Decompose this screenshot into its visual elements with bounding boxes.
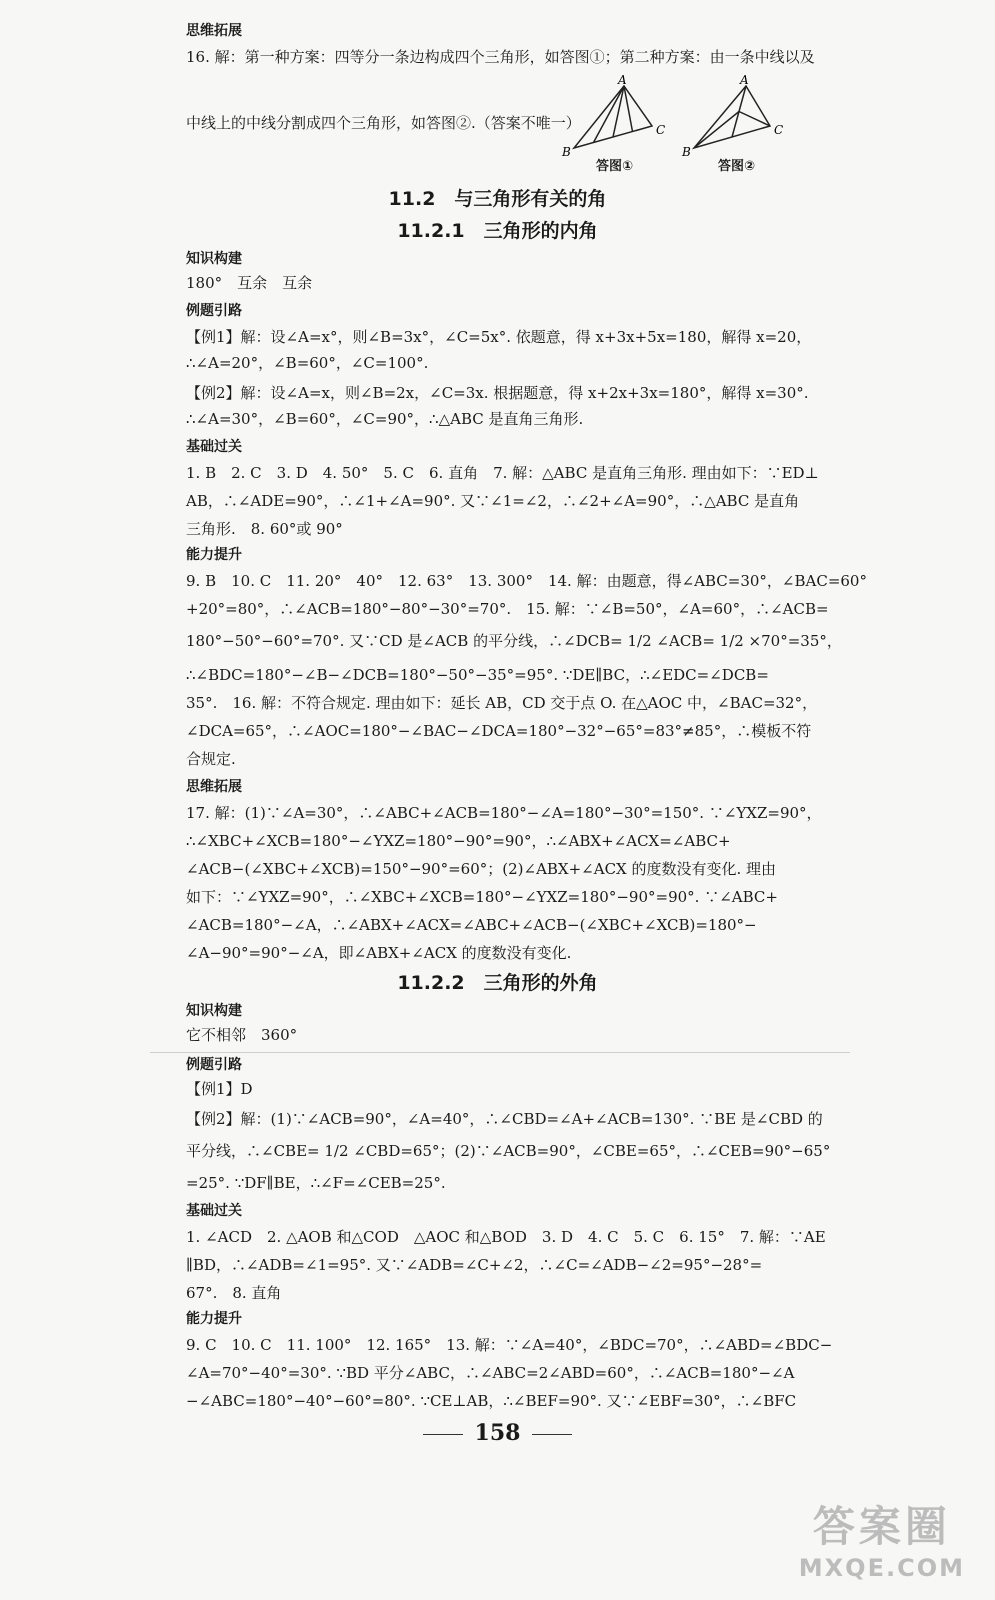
answer-line: 67°. 8. 直角 xyxy=(186,1284,282,1302)
answer-line: 17. 解：(1)∵∠A=30°，∴∠ABC+∠ACB=180°−∠A=180°−30°=150°. ∵∠YXZ=90°， xyxy=(186,804,822,822)
example-line: =25°. ∵DF∥BE，∴∠F=∠CEB=25°. xyxy=(186,1174,446,1192)
answer-line: 如下：∵∠YXZ=90°，∴∠XBC+∠XCB=180°−∠YXZ=180°−90°=90°. ∵∠ABC+ xyxy=(186,888,778,906)
knowledge-heading: 知识构建 xyxy=(186,251,242,267)
knowledge-heading: 知识构建 xyxy=(186,1003,242,1019)
answer-line: 1. ∠ACD 2. △AOB 和△COD △AOC 和△BOD 3. D 4. C 5. C 6. 15° 7. 解：∵AE xyxy=(186,1228,826,1246)
answer-line: 9. B 10. C 11. 20° 40° 12. 63° 13. 300° 14. 解：由题意，得∠ABC=30°，∠BAC=60° xyxy=(186,572,867,590)
examples-heading: 例题引路 xyxy=(186,1057,242,1073)
examples-heading: 例题引路 xyxy=(186,303,242,319)
basic-heading: 基础过关 xyxy=(186,1203,242,1219)
watermark-url: MXQE.COM xyxy=(798,1554,965,1582)
answer-line: 1. B 2. C 3. D 4. 50° 5. C 6. 直角 7. 解：△ABC 是直角三角形. 理由如下：∵ED⊥ xyxy=(186,464,819,482)
vertex-label-b: B xyxy=(682,145,691,159)
section-title: 11.2 与三角形有关的角 xyxy=(388,188,607,210)
example-line: 【例1】D xyxy=(186,1080,253,1098)
example-line: 【例1】解：设∠A=x°，则∠B=3x°，∠C=5x°. 依题意，得 x+3x+5x=180，解得 x=20， xyxy=(186,328,812,346)
q16-line: 中线上的中线分割成四个三角形，如答图②.（答案不唯一） xyxy=(186,114,581,132)
knowledge-text: 180° 互余 互余 xyxy=(186,274,313,292)
watermark xyxy=(799,1494,965,1582)
figure-caption: 答图② xyxy=(718,159,756,174)
answer-line: 合规定. xyxy=(186,750,236,768)
section-heading: 思维拓展 xyxy=(186,23,242,39)
answer-line: ∥BD，∴∠ADB=∠1=95°. 又∵∠ADB=∠C+∠2，∴∠C=∠ADB−∠2=95°−28°= xyxy=(186,1256,763,1274)
knowledge-text: 它不相邻 360° xyxy=(186,1026,298,1044)
figure-caption: 答图① xyxy=(596,159,634,174)
extension-heading: 思维拓展 xyxy=(186,779,242,795)
answer-line: ∠DCA=65°，∴∠AOC=180°−∠BAC−∠DCA=180°−32°−65°=83°≠85°，∴模板不符 xyxy=(186,722,812,740)
answer-line: ∴∠XBC+∠XCB=180°−∠YXZ=180°−90°=90°，∴∠ABX+∠ACX=∠ABC+ xyxy=(186,832,731,850)
answer-line: ∠A=70°−40°=30°. ∵BD 平分∠ABC，∴∠ABC=2∠ABD=60°，∴∠ACB=180°−∠A xyxy=(186,1364,795,1382)
answer-line: 35°. 16. 解：不符合规定. 理由如下：延长 AB，CD 交于点 O. 在△AOC 中，∠BAC=32°， xyxy=(186,694,818,712)
answer-figure-2 xyxy=(680,72,790,162)
example-line: ∴∠A=20°，∠B=60°，∠C=100°. xyxy=(186,354,429,372)
scan-line xyxy=(150,1052,850,1053)
answer-line: +20°=80°，∴∠ACB=180°−80°−30°=70°. 15. 解：∵∠B=50°，∠A=60°，∴∠ACB= xyxy=(186,600,829,618)
subsection-title: 11.2.2 三角形的外角 xyxy=(397,972,598,994)
watermark-logo-text: 答案圈 xyxy=(812,1502,951,1551)
answer-line: 180°−50°−60°=70°. 又∵CD 是∠ACB 的平分线，∴∠DCB= 1/2 ∠ACB= 1/2 ×70°=35°， xyxy=(186,632,842,650)
answer-line: ∴∠BDC=180°−∠B−∠DCB=180°−50°−35°=95°. ∵DE∥BC，∴∠EDC=∠DCB= xyxy=(186,666,769,684)
answer-line: −∠ABC=180°−40°−60°=80°. ∵CE⊥AB，∴∠BEF=90°. 又∵∠EBF=30°，∴∠BFC xyxy=(186,1392,797,1410)
vertex-label-c: C xyxy=(774,123,784,137)
example-line: ∴∠A=30°，∠B=60°，∠C=90°，∴△ABC 是直角三角形. xyxy=(186,410,584,428)
answer-line: AB，∴∠ADE=90°，∴∠1+∠A=90°. 又∵∠1=∠2，∴∠2+∠A=90°，∴△ABC 是直角 xyxy=(186,492,800,510)
ability-heading: 能力提升 xyxy=(186,547,242,563)
answer-line: 三角形. 8. 60°或 90° xyxy=(186,520,343,538)
vertex-label-c: C xyxy=(656,123,666,137)
example-line: 【例2】解：设∠A=x，则∠B=2x，∠C=3x. 根据题意，得 x+2x+3x=180°，解得 x=30°. xyxy=(186,384,809,402)
page-number-row xyxy=(0,1420,995,1446)
basic-heading: 基础过关 xyxy=(186,439,242,455)
answer-line: ∠A−90°=90°−∠A，即∠ABX+∠ACX 的度数没有变化. xyxy=(186,944,572,962)
page-number: 158 xyxy=(474,1420,521,1446)
answer-line: ∠ACB−(∠XBC+∠XCB)=150°−90°=60°；(2)∠ABX+∠ACX 的度数没有变化. 理由 xyxy=(186,860,777,878)
vertex-label-b: B xyxy=(562,145,571,159)
vertex-label-a: A xyxy=(618,73,627,87)
ability-heading: 能力提升 xyxy=(186,1311,242,1327)
answer-line: 9. C 10. C 11. 100° 12. 165° 13. 解：∵∠A=40°，∠BDC=70°，∴∠ABD=∠BDC− xyxy=(186,1336,833,1354)
vertex-label-a: A xyxy=(740,73,749,87)
answer-line: ∠ACB=180°−∠A，∴∠ABX+∠ACX=∠ABC+∠ACB−(∠XBC+∠XCB)=180°− xyxy=(186,916,757,934)
subsection-title: 11.2.1 三角形的内角 xyxy=(397,220,598,242)
q16-line: 16. 解：第一种方案：四等分一条边构成四个三角形，如答图①；第二种方案：由一条中线以及 xyxy=(186,48,815,66)
example-line: 平分线，∴∠CBE= 1/2 ∠CBD=65°；(2)∵∠ACB=90°，∠CBE=65°，∴∠CEB=90°−65° xyxy=(186,1142,831,1160)
example-line: 【例2】解：(1)∵∠ACB=90°，∠A=40°，∴∠CBD=∠A+∠ACB=130°. ∵BE 是∠CBD 的 xyxy=(186,1110,823,1128)
